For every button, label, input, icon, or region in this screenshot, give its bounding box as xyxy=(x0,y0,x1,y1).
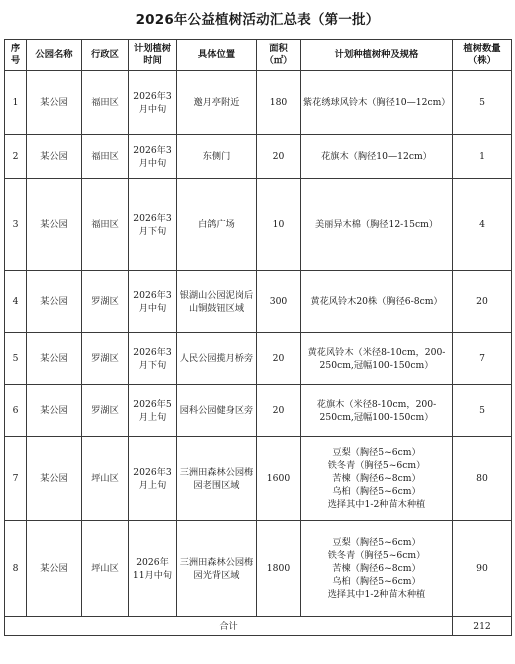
cell-species xyxy=(301,437,453,521)
species-line: 铁冬青（胸径5~6cm） xyxy=(327,460,426,471)
cell-area: 180 xyxy=(257,71,301,135)
cell-time: 2026年3月下旬 xyxy=(129,179,177,271)
cell-district: 罗湖区 xyxy=(82,271,129,333)
cell-park: 某公园 xyxy=(27,521,82,617)
cell-count: 20 xyxy=(453,271,512,333)
total-value: 212 xyxy=(453,617,512,636)
species-line: 花旗木（胸径10—12cm） xyxy=(321,151,432,162)
species-line: 乌桕（胸径5~6cm） xyxy=(332,576,421,587)
species-line: 豆梨（胸径5~6cm） xyxy=(332,537,421,548)
cell-area: 20 xyxy=(257,333,301,385)
cell-species xyxy=(301,521,453,617)
table-row xyxy=(5,333,512,385)
cell-park: 某公园 xyxy=(27,333,82,385)
species-line: 花旗木（米径8-10cm，200-250cm,冠幅100-150cm） xyxy=(316,398,437,423)
table-row xyxy=(5,179,512,271)
cell-area: 20 xyxy=(257,385,301,437)
cell-district: 坪山区 xyxy=(82,521,129,617)
cell-area: 10 xyxy=(257,179,301,271)
table-row xyxy=(5,71,512,135)
cell-seq: 4 xyxy=(5,271,27,333)
cell-count: 5 xyxy=(453,71,512,135)
cell-location: 人民公园揽月桥旁 xyxy=(177,333,257,385)
cell-count: 90 xyxy=(453,521,512,617)
table-row xyxy=(5,521,512,617)
table-row xyxy=(5,385,512,437)
species-line: 选择其中1-2种苗木种植 xyxy=(327,499,426,510)
planting-summary-table xyxy=(4,39,512,636)
cell-district: 福田区 xyxy=(82,135,129,179)
cell-district: 罗湖区 xyxy=(82,333,129,385)
table-row xyxy=(5,135,512,179)
cell-species xyxy=(301,135,453,179)
cell-area: 20 xyxy=(257,135,301,179)
cell-park: 某公园 xyxy=(27,179,82,271)
species-line: 豆梨（胸径5~6cm） xyxy=(332,447,421,458)
cell-seq: 7 xyxy=(5,437,27,521)
cell-area: 1600 xyxy=(257,437,301,521)
header-location: 具体位置 xyxy=(177,40,257,71)
species-line: 紫花绣球风铃木（胸径10—12cm） xyxy=(303,97,451,108)
species-line: 选择其中1-2种苗木种植 xyxy=(327,589,426,600)
cell-location: 三洲田森林公园梅园光背区域 xyxy=(177,521,257,617)
cell-seq: 8 xyxy=(5,521,27,617)
cell-count: 4 xyxy=(453,179,512,271)
species-line: 美丽异木棉（胸径12-15cm） xyxy=(314,219,439,230)
cell-seq: 2 xyxy=(5,135,27,179)
cell-time: 2026年11月中旬 xyxy=(129,521,177,617)
cell-seq: 1 xyxy=(5,71,27,135)
header-park: 公园名称 xyxy=(27,40,82,71)
header-area: 面积（㎡） xyxy=(257,40,301,71)
cell-time: 2026年3月中旬 xyxy=(129,71,177,135)
cell-time: 2026年3月下旬 xyxy=(129,333,177,385)
cell-district: 罗湖区 xyxy=(82,385,129,437)
species-line: 铁冬青（胸径5~6cm） xyxy=(327,550,426,561)
cell-park: 某公园 xyxy=(27,135,82,179)
page-title: 2026年公益植树活动汇总表（第一批） xyxy=(135,12,380,28)
cell-park: 某公园 xyxy=(27,71,82,135)
cell-district: 坪山区 xyxy=(82,437,129,521)
header-row xyxy=(5,40,512,71)
cell-park: 某公园 xyxy=(27,437,82,521)
cell-location: 银湖山公园泥岗后山铜鼓钮区域 xyxy=(177,271,257,333)
cell-species xyxy=(301,179,453,271)
cell-area: 1800 xyxy=(257,521,301,617)
header-species: 计划种植树种及规格 xyxy=(301,40,453,71)
cell-count: 80 xyxy=(453,437,512,521)
cell-location: 邀月亭附近 xyxy=(177,71,257,135)
cell-seq: 3 xyxy=(5,179,27,271)
cell-time: 2026年3月中旬 xyxy=(129,271,177,333)
cell-district: 福田区 xyxy=(82,71,129,135)
cell-park: 某公园 xyxy=(27,385,82,437)
cell-location: 东侧门 xyxy=(177,135,257,179)
cell-location: 三洲田森林公园梅园老围区域 xyxy=(177,437,257,521)
cell-count: 5 xyxy=(453,385,512,437)
cell-district: 福田区 xyxy=(82,179,129,271)
total-row xyxy=(5,617,512,636)
header-count: 植树数量（株） xyxy=(453,40,512,71)
header-time: 计划植树时间 xyxy=(129,40,177,71)
cell-seq: 5 xyxy=(5,333,27,385)
cell-area: 300 xyxy=(257,271,301,333)
cell-species xyxy=(301,333,453,385)
species-line: 黄花风铃木（米径8-10cm，200-250cm,冠幅100-150cm） xyxy=(307,346,446,371)
header-district: 行政区 xyxy=(82,40,129,71)
species-line: 苦楝（胸径6~8cm） xyxy=(332,473,421,484)
cell-count: 1 xyxy=(453,135,512,179)
species-line: 苦楝（胸径6~8cm） xyxy=(332,563,421,574)
header-seq: 序号 xyxy=(5,40,27,71)
cell-species xyxy=(301,71,453,135)
cell-species xyxy=(301,385,453,437)
species-line: 乌桕（胸径5~6cm） xyxy=(332,486,421,497)
cell-count: 7 xyxy=(453,333,512,385)
species-line: 黄花风铃木20株（胸径6-8cm） xyxy=(310,296,443,307)
cell-location: 白鸽广场 xyxy=(177,179,257,271)
total-label: 合计 xyxy=(5,617,453,636)
table-row xyxy=(5,271,512,333)
cell-species xyxy=(301,271,453,333)
cell-time: 2026年5月上旬 xyxy=(129,385,177,437)
cell-seq: 6 xyxy=(5,385,27,437)
cell-time: 2026年3月上旬 xyxy=(129,437,177,521)
cell-time: 2026年3月中旬 xyxy=(129,135,177,179)
cell-park: 某公园 xyxy=(27,271,82,333)
cell-location: 园科公园健身区旁 xyxy=(177,385,257,437)
table-row xyxy=(5,437,512,521)
